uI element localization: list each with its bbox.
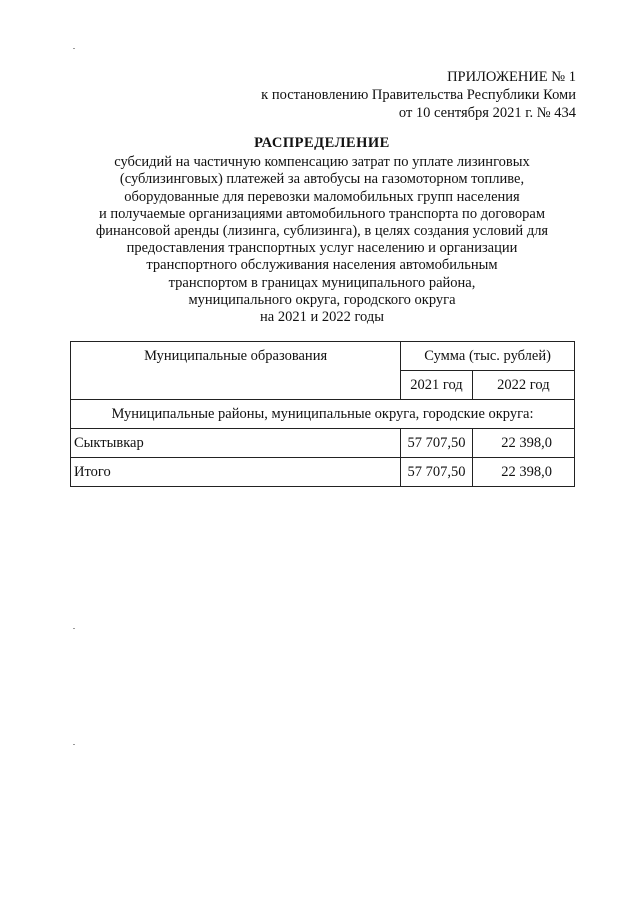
subtitle-line: (сублизинговых) платежей за автобусы на газомоторном топливе, — [119, 171, 525, 188]
row-value-2021: 57 707,50 — [401, 429, 473, 458]
appendix-number: ПРИЛОЖЕНИЕ № 1 — [447, 69, 576, 85]
table-header-row — [71, 342, 575, 371]
row-value-2022: 22 398,0 — [472, 458, 574, 487]
subtitle-line: муниципального округа, городского округа — [188, 291, 456, 308]
appendix-date: от 10 сентября 2021 г. № 434 — [398, 105, 576, 121]
table-row — [71, 429, 575, 458]
subtitle-line: и получаемые организациями автомобильного транспорта по договорам — [98, 205, 546, 222]
header-year-2022: 2022 год — [472, 371, 574, 400]
table-row-total — [71, 458, 575, 487]
margin-mark — [73, 48, 75, 49]
section-label: Муниципальные районы, муниципальные округа, городские округа: — [71, 400, 575, 429]
row-municipality: Итого — [71, 458, 401, 487]
subtitle-line: финансовой аренды (лизинга, сублизинга), в целях создания условий для — [95, 223, 549, 240]
subtitle-line: оборудованные для перевозки маломобильных групп населения — [124, 188, 520, 205]
header-municipality: Муниципальные образования — [71, 342, 401, 400]
header-year-2021: 2021 год — [401, 371, 473, 400]
margin-mark — [73, 744, 75, 745]
subtitle-line: предоставления транспортных услуг населению и организации — [126, 240, 518, 257]
distribution-table — [70, 341, 575, 487]
row-value-2022: 22 398,0 — [472, 429, 574, 458]
appendix-resolution: к постановлению Правительства Республики Коми — [261, 87, 576, 103]
row-municipality: Сыктывкар — [71, 429, 401, 458]
subtitle-line: на 2021 и 2022 годы — [260, 309, 384, 326]
subtitle-line: транспортом в границах муниципального района, — [168, 274, 476, 291]
document-heading — [70, 135, 574, 326]
subtitle-line: транспортного обслуживания населения автомобильным — [146, 257, 498, 274]
subtitle-line: субсидий на частичную компенсацию затрат по уплате лизинговых — [114, 154, 530, 171]
margin-mark — [73, 628, 75, 629]
row-value-2021: 57 707,50 — [401, 458, 473, 487]
header-sum: Сумма (тыс. рублей) — [401, 342, 575, 371]
table-section-row — [71, 400, 575, 429]
document-title: РАСПРЕДЕЛЕНИЕ — [254, 135, 390, 151]
appendix-block — [261, 68, 576, 122]
